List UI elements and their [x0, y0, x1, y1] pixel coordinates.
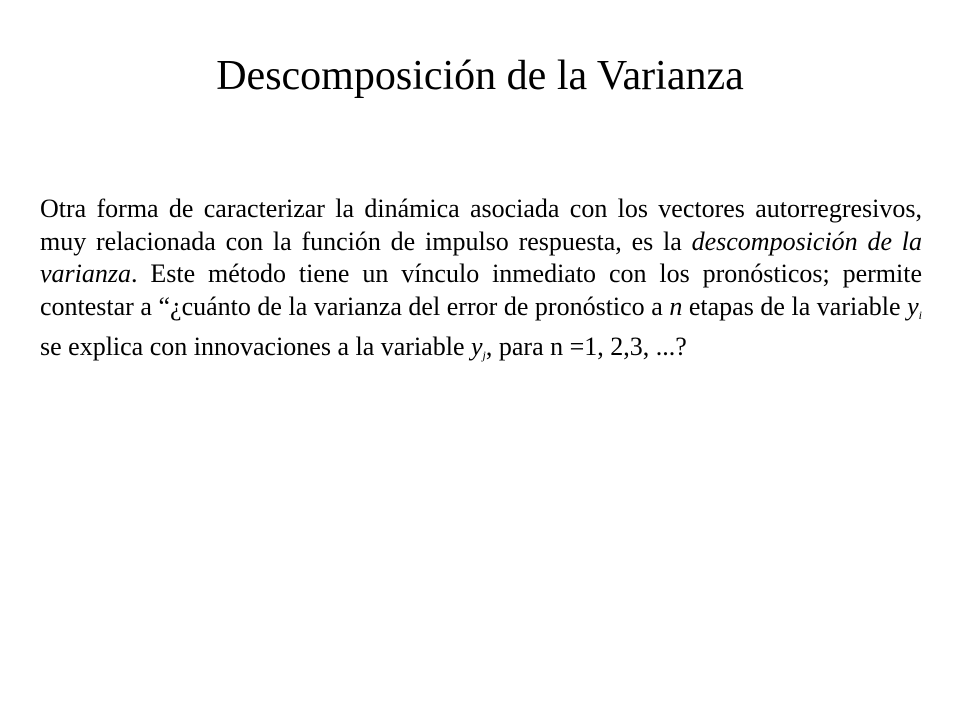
- body-text-3: etapas de la variable: [682, 291, 908, 321]
- subscript-j: j: [482, 348, 486, 362]
- variable-n: n: [669, 291, 683, 321]
- subscript-i: i: [918, 307, 922, 322]
- slide-body-paragraph: [40, 193, 922, 372]
- body-text-4: se explica con innovaciones a la variable: [40, 332, 471, 361]
- body-text-2: . Este método tiene un vínculo inmediato con los pronósticos; permite contestar a “¿cuánto de la varianza del error de pronóstico a: [40, 259, 922, 321]
- body-text-1: Otra forma de caracterizar la dinámica asociada con los vectores autorregresivos, muy relacionada con la función de impulso respuesta, es la: [40, 194, 922, 256]
- variable-y-j: y: [470, 332, 483, 361]
- variable-y-i: y: [907, 291, 919, 321]
- emphasized-term: descomposición de la varianza: [40, 226, 923, 288]
- slide-title: Descomposición de la Varianza: [216, 53, 744, 99]
- body-text-5: , para n =1, 2,3, ...?: [485, 332, 687, 361]
